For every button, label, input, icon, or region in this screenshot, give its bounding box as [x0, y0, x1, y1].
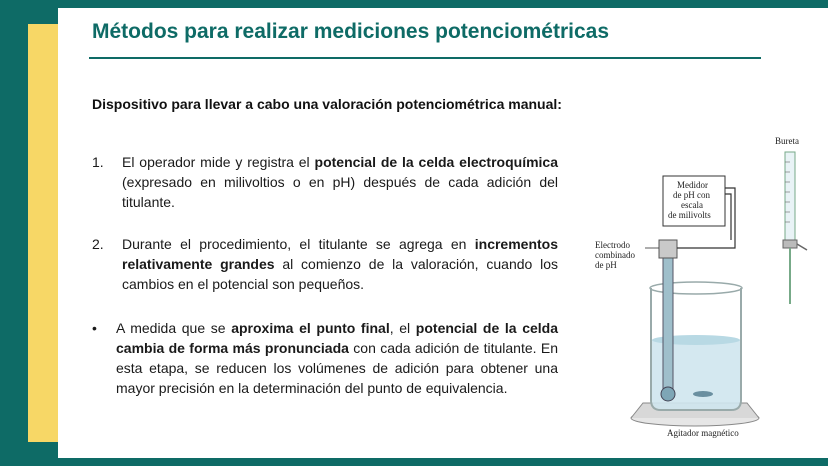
stopcock-handle: [797, 244, 807, 250]
bold-text-segment: potencial de la celda cambia de forma más pronunciada: [116, 320, 558, 356]
list-item-bullet: [92, 318, 558, 398]
slide: [58, 8, 828, 458]
burette-label: Bureta: [775, 136, 799, 146]
meter-label-line1: Medidor: [677, 180, 708, 190]
list-item-text: [116, 318, 558, 398]
titration-diagram: [595, 128, 799, 446]
title-underline: [89, 57, 761, 59]
list-marker: 2.: [92, 236, 104, 252]
electrode-label-line1: Electrodo: [595, 240, 630, 250]
text-segment: , el: [389, 320, 416, 336]
stir-bar: [693, 391, 713, 397]
list-marker: 1.: [92, 154, 104, 170]
meter-label-line3: escala: [681, 200, 703, 210]
electrode-body: [663, 240, 673, 390]
bullet-marker: •: [92, 320, 97, 336]
electrode-bulb: [661, 387, 675, 401]
titration-illustration: [595, 128, 799, 446]
list-item-text: [122, 234, 558, 294]
burette-tube: [785, 152, 795, 242]
list-item-text: [122, 152, 558, 212]
stirrer-label: Agitador magnético: [667, 428, 739, 438]
slide-title: Métodos para realizar mediciones potenciométricas: [92, 20, 610, 43]
bold-text-segment: aproxima el punto final: [231, 320, 390, 336]
burette-stopcock: [783, 240, 797, 248]
electrode-label-line2: combinado: [595, 250, 635, 260]
text-segment: El operador mide y registra el: [122, 154, 315, 170]
text-segment: (expresado en milivoltios o en pH) después de cada adición del titulante.: [122, 174, 558, 210]
text-segment: A medida que se: [116, 320, 232, 336]
bold-text-segment: incrementos relativamente grandes: [122, 236, 558, 272]
slide-subtitle: Dispositivo para llevar a cabo una valoración potenciométrica manual:: [92, 96, 562, 112]
meter-wire-2: [725, 194, 731, 240]
text-segment: con cada adición de titulante. En esta etapa, se reducen los volúmenes de adición para obtener una mayor precisión en la determinación del punto de equivalencia.: [116, 340, 558, 396]
list-item-1: [92, 152, 558, 212]
electrode-cap: [659, 240, 677, 258]
electrode-label-line3: de pH: [595, 260, 617, 270]
meter-label-line2: de pH con: [673, 190, 710, 200]
text-segment: Durante el procedimiento, el titulante se agrega en: [122, 236, 475, 252]
text-segment: al comienzo de la valoración, cuando los cambios en el potencial son pequeños.: [122, 256, 558, 292]
list-item-2: [92, 234, 558, 294]
meter-label-line4: de milivolts: [668, 210, 711, 220]
bold-text-segment: potencial de la celda electroquímica: [314, 154, 558, 170]
